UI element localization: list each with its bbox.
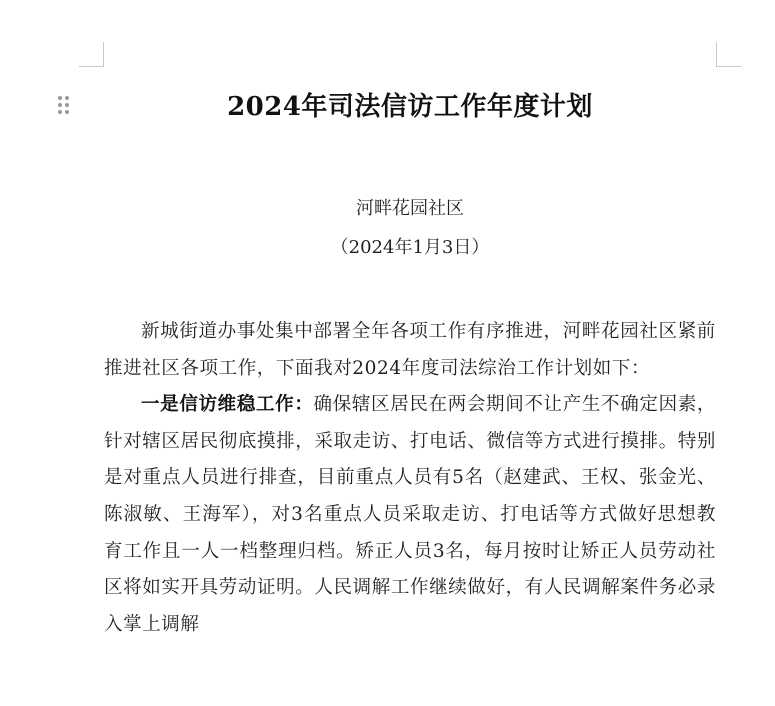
document-title: 2024年司法信访工作年度计划 xyxy=(227,92,593,122)
document-date: （2024年1月3日） xyxy=(330,237,490,258)
document-body xyxy=(104,314,716,643)
paragraph-petition-text: 确保辖区居民在两会期间不让产生不确定因素，针对辖区居民彻底摸排，采取走访、打电话、微信等方式进行摸排。特别是对重点人员进行排查，目前重点人员有5名（赵建武、王权、张金光、陈淑敏、王海军），对3名重点人员采取走访、打电话等方式做好思想教育工作且一人一档整理归档。矫正人员3名，每月按时让矫正人员劳动社区将如实开具劳动证明。人民调解工作继续做好，有人民调解案件务必录入掌上调解 xyxy=(104,394,717,635)
paragraph-petition-work xyxy=(104,387,716,643)
page-corner-mark-top-left xyxy=(79,42,104,67)
paragraph-lead-heading: 一是信访维稳工作： xyxy=(141,394,314,416)
document-organization: 河畔花园社区 xyxy=(356,198,464,219)
page-corner-mark-top-right xyxy=(716,42,741,67)
paragraph-intro-text: 新城街道办事处集中部署全年各项工作有序推进，河畔花园社区紧前推进社区各项工作，下面我对2024年度司法综治工作计划如下： xyxy=(104,321,716,379)
paragraph-intro xyxy=(104,314,716,387)
